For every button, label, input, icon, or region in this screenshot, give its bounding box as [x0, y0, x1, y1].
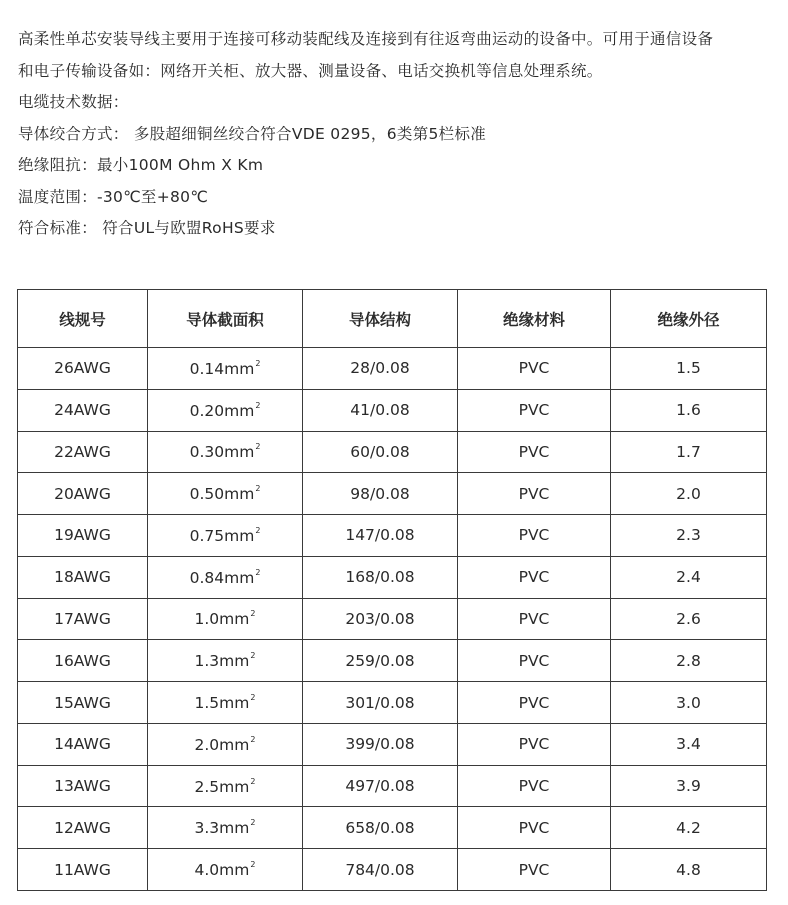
gauge-cell [18, 348, 148, 390]
intro-line: 高柔性单芯安装导线主要用于连接可移动装配线及连接到有往返弯曲运动的设备中。可用于通信设备 [18, 30, 714, 48]
insulation-material-cell [458, 807, 611, 849]
cross-section-cell [148, 765, 303, 807]
structure-cell-value: 98/0.08 [350, 484, 410, 503]
outer-diameter-cell [611, 556, 767, 598]
structure-cell [303, 515, 458, 557]
cross-section-cell-value: 0.20mm [189, 401, 255, 420]
cross-section-cell [148, 515, 303, 557]
outer-diameter-cell-value: 2.0 [676, 484, 701, 503]
gauge-cell [18, 723, 148, 765]
gauge-cell-value: 14AWG [54, 735, 111, 754]
table-row [18, 389, 767, 431]
insulation-material-cell-value: PVC [518, 484, 550, 503]
cross-section-cell [148, 431, 303, 473]
structure-cell-value: 301/0.08 [345, 693, 415, 712]
insulation-material-cell-value: PVC [518, 818, 550, 837]
structure-cell [303, 473, 458, 515]
unit-exponent: 2 [255, 525, 261, 535]
table-row [18, 723, 767, 765]
outer-diameter-cell-value: 3.9 [676, 777, 701, 796]
intro-text [18, 24, 778, 245]
structure-cell-value: 784/0.08 [345, 860, 415, 879]
insulation-material-cell-value: PVC [518, 442, 550, 461]
outer-diameter-cell [611, 389, 767, 431]
table-row [18, 473, 767, 515]
outer-diameter-cell-value: 1.6 [676, 401, 701, 420]
cross-section-cell [148, 556, 303, 598]
cross-section-cell [148, 389, 303, 431]
structure-cell-value: 203/0.08 [345, 609, 415, 628]
unit-exponent: 2 [250, 651, 256, 661]
cross-section-cell-value: 2.5mm [194, 777, 250, 796]
header-insulation-material: 绝缘材料 [458, 290, 611, 348]
structure-cell [303, 598, 458, 640]
gauge-cell [18, 849, 148, 891]
outer-diameter-cell [611, 765, 767, 807]
insulation-material-cell-value: PVC [518, 777, 550, 796]
gauge-cell [18, 682, 148, 724]
insulation-material-cell-value: PVC [518, 735, 550, 754]
structure-cell [303, 348, 458, 390]
structure-cell [303, 640, 458, 682]
gauge-cell-value: 26AWG [54, 359, 111, 378]
cross-section-cell-value: 3.3mm [194, 819, 250, 838]
section-heading: 电缆技术数据： [18, 93, 129, 111]
table-row [18, 640, 767, 682]
outer-diameter-cell [611, 849, 767, 891]
insulation-material-cell [458, 765, 611, 807]
insulation-material-cell-value: PVC [518, 401, 550, 420]
unit-exponent: 2 [250, 776, 256, 786]
outer-diameter-cell-value: 1.5 [676, 359, 701, 378]
gauge-cell-value: 22AWG [54, 442, 111, 461]
table-header-row [18, 290, 767, 348]
cross-section-cell [148, 598, 303, 640]
structure-cell-value: 60/0.08 [350, 442, 410, 461]
unit-exponent: 2 [250, 609, 256, 619]
cross-section-cell [148, 640, 303, 682]
table-row [18, 807, 767, 849]
table-body [18, 348, 767, 891]
gauge-cell-value: 18AWG [54, 568, 111, 587]
cross-section-cell [148, 849, 303, 891]
unit-exponent: 2 [255, 358, 261, 368]
gauge-cell-value: 24AWG [54, 401, 111, 420]
unit-exponent: 2 [250, 860, 256, 870]
cross-section-cell [148, 682, 303, 724]
outer-diameter-cell [611, 640, 767, 682]
insulation-material-cell [458, 723, 611, 765]
unit-exponent: 2 [250, 734, 256, 744]
cross-section-cell-value: 0.50mm [189, 485, 255, 504]
cross-section-cell-value: 0.14mm [189, 359, 255, 378]
cross-section-cell [148, 807, 303, 849]
gauge-cell-value: 19AWG [54, 526, 111, 545]
structure-cell-value: 497/0.08 [345, 777, 415, 796]
table-row [18, 682, 767, 724]
gauge-cell [18, 598, 148, 640]
structure-cell-value: 399/0.08 [345, 735, 415, 754]
insulation-material-cell [458, 389, 611, 431]
outer-diameter-cell-value: 1.7 [676, 442, 701, 461]
intro-line: 和电子传输设备如：网络开关柜、放大器、测量设备、电话交换机等信息处理系统。 [18, 61, 603, 80]
outer-diameter-cell [611, 682, 767, 724]
structure-cell [303, 682, 458, 724]
table-row [18, 431, 767, 473]
outer-diameter-cell-value: 2.3 [676, 526, 701, 545]
header-gauge: 线规号 [18, 290, 148, 348]
table-row [18, 556, 767, 598]
outer-diameter-cell-value: 3.4 [676, 735, 701, 754]
cross-section-cell [148, 723, 303, 765]
outer-diameter-cell-value: 2.8 [676, 651, 701, 670]
gauge-cell-value: 16AWG [54, 651, 111, 670]
unit-exponent: 2 [250, 693, 256, 702]
spec-line-standards: 符合标准： 符合UL与欧盟RoHS要求 [18, 219, 276, 237]
gauge-cell-value: 17AWG [54, 609, 111, 628]
gauge-cell [18, 389, 148, 431]
structure-cell [303, 723, 458, 765]
insulation-material-cell-value: PVC [518, 609, 550, 628]
table-row [18, 348, 767, 390]
gauge-cell [18, 556, 148, 598]
wire-spec-table [17, 289, 767, 891]
insulation-material-cell [458, 348, 611, 390]
table-row [18, 598, 767, 640]
insulation-material-cell-value: PVC [518, 651, 550, 670]
table-row [18, 849, 767, 891]
unit-exponent: 2 [255, 567, 261, 577]
gauge-cell-value: 20AWG [54, 484, 111, 503]
gauge-cell [18, 473, 148, 515]
insulation-material-cell-value: PVC [518, 693, 550, 712]
cross-section-cell-value: 0.75mm [189, 526, 255, 545]
gauge-cell-value: 11AWG [54, 860, 111, 879]
insulation-material-cell [458, 431, 611, 473]
header-outer-diameter: 绝缘外径 [611, 290, 767, 348]
structure-cell-value: 658/0.08 [345, 818, 415, 837]
table-row [18, 515, 767, 557]
cross-section-cell-value: 0.30mm [189, 443, 255, 462]
insulation-material-cell [458, 556, 611, 598]
structure-cell-value: 168/0.08 [345, 568, 415, 587]
outer-diameter-cell [611, 348, 767, 390]
outer-diameter-cell-value: 4.8 [676, 860, 701, 879]
gauge-cell [18, 765, 148, 807]
outer-diameter-cell [611, 515, 767, 557]
gauge-cell [18, 515, 148, 557]
table-row [18, 765, 767, 807]
outer-diameter-cell-value: 4.2 [676, 818, 701, 837]
insulation-material-cell-value: PVC [518, 568, 550, 587]
unit-exponent: 2 [255, 442, 261, 452]
structure-cell-value: 41/0.08 [350, 401, 410, 420]
outer-diameter-cell-value: 2.4 [676, 568, 701, 587]
unit-exponent: 2 [250, 818, 256, 828]
outer-diameter-cell-value: 3.0 [676, 693, 701, 712]
structure-cell-value: 259/0.08 [345, 651, 415, 670]
spec-line-temperature: 温度范围：-30℃至+80℃ [18, 187, 209, 206]
insulation-material-cell [458, 682, 611, 724]
insulation-material-cell [458, 598, 611, 640]
outer-diameter-cell [611, 598, 767, 640]
cross-section-cell-value: 2.0mm [194, 735, 250, 754]
spec-line-resistance: 绝缘阻抗：最小100M Ohm X Km [18, 156, 264, 174]
structure-cell [303, 431, 458, 473]
gauge-cell [18, 640, 148, 682]
unit-exponent: 2 [255, 484, 261, 494]
outer-diameter-cell [611, 723, 767, 765]
insulation-material-cell-value: PVC [518, 860, 550, 879]
header-structure: 导体结构 [303, 290, 458, 348]
outer-diameter-cell [611, 431, 767, 473]
outer-diameter-cell [611, 473, 767, 515]
structure-cell-value: 147/0.08 [345, 526, 415, 545]
outer-diameter-cell [611, 807, 767, 849]
insulation-material-cell [458, 515, 611, 557]
cross-section-cell-value: 4.0mm [194, 861, 250, 880]
gauge-cell [18, 807, 148, 849]
cross-section-cell-value: 1.5mm [194, 694, 250, 712]
cross-section-cell-value: 1.0mm [194, 610, 250, 629]
structure-cell [303, 389, 458, 431]
cross-section-cell-value: 1.3mm [194, 652, 250, 671]
spec-line-stranding: 导体绞合方式： 多股超细铜丝绞合符合VDE 0295，6类第5栏标准 [18, 124, 487, 143]
insulation-material-cell [458, 849, 611, 891]
cross-section-cell [148, 473, 303, 515]
cross-section-cell [148, 348, 303, 390]
structure-cell [303, 807, 458, 849]
structure-cell [303, 556, 458, 598]
structure-cell [303, 849, 458, 891]
cross-section-cell-value: 0.84mm [189, 568, 255, 587]
outer-diameter-cell-value: 2.6 [676, 609, 701, 628]
gauge-cell-value: 13AWG [54, 777, 111, 796]
structure-cell [303, 765, 458, 807]
gauge-cell [18, 431, 148, 473]
gauge-cell-value: 12AWG [54, 818, 111, 837]
gauge-cell-value: 15AWG [54, 693, 111, 712]
insulation-material-cell [458, 640, 611, 682]
insulation-material-cell [458, 473, 611, 515]
unit-exponent: 2 [255, 400, 261, 410]
insulation-material-cell-value: PVC [518, 526, 550, 545]
insulation-material-cell-value: PVC [518, 359, 550, 378]
structure-cell-value: 28/0.08 [350, 359, 410, 378]
header-cross-section: 导体截面积 [148, 290, 303, 348]
